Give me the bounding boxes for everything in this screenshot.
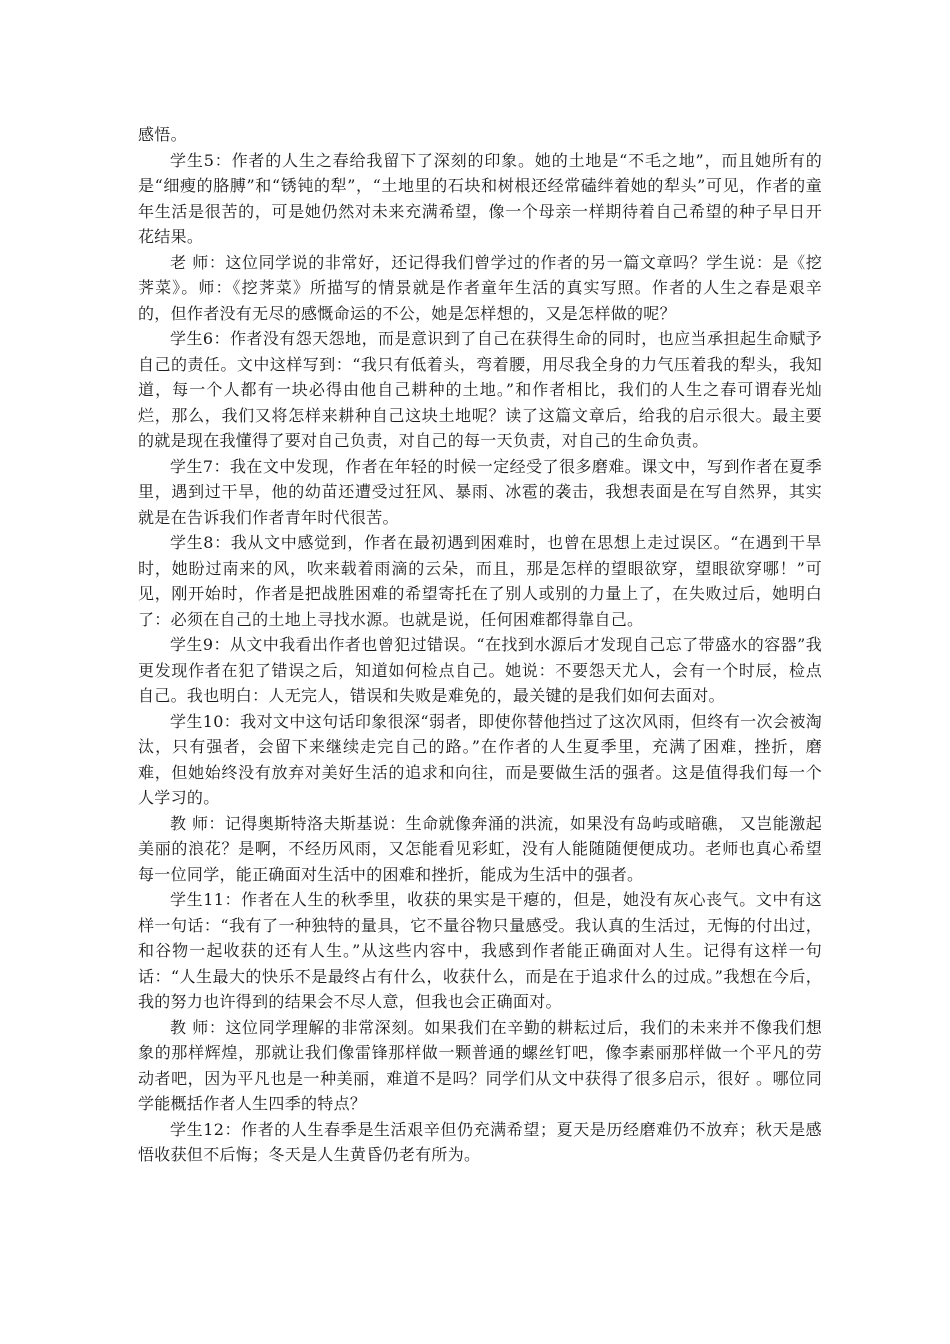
- paragraph-student-5: 学生5：作者的人生之春给我留下了深刻的印象。她的土地是“不毛之地”，而且她所有的是“细瘦的胳膊”和“锈钝的犁”，“土地里的石块和树根还经常磕绊着她的犁头”可见，作者的童年生活是很苦的，可是她仍然对未来充满希望，像一个母亲一样期待着自己希望的种子早日开花结果。: [138, 150, 822, 246]
- paragraph-student-7: 学生7：我在文中发现，作者在年轻的时候一定经受了很多磨难。课文中，写到作者在夏季里，遇到过干旱，他的幼苗还遭受过狂风、暴雨、冰雹的袭击，我想表面是在写自然界，其实就是在告诉我们作者青年时代很苦。: [138, 456, 822, 527]
- document-body: [138, 122, 822, 1168]
- paragraph-student-11: 学生11：作者在人生的秋季里，收获的果实是干瘪的，但是，她没有灰心丧气。文中有这样一句话：“我有了一种独特的量具，它不量谷物只量感受。我认真的生活过，无悔的付出过，和谷物一起收获的还有人生。”从这些内容中，我感到作者能正确面对人生。记得有这样一句话：“人生最大的快乐不是最终占有什么，收获什么，而是在于追求什么的过成。”我想在今后，我的努力也许得到的结果会不尽人意，但我也会正确面对。: [138, 890, 822, 1011]
- paragraph-student-9: 学生9：从文中我看出作者也曾犯过错误。“在找到水源后才发现自己忘了带盛水的容器”我更发现作者在犯了错误之后，知道如何检点自己。她说：不要怨天尤人，会有一个时辰，检点自己。我也明白：人无完人，错误和失败是难免的，最关键的是我们如何去面对。: [138, 635, 822, 705]
- paragraph-student-10: 学生10：我对文中这句话印象很深“弱者，即使你替他挡过了这次风雨，但终有一次会被淘汰，只有强者，会留下来继续走完自己的路。”在作者的人生夏季里，充满了困难，挫折，磨难，但她始终没有放弃对美好生活的追求和向往，而是要做生活的强者。这是值得我们每一个人学习的。: [138, 711, 822, 807]
- paragraph-student-6: 学生6：作者没有怨天怨地，而是意识到了自己在获得生命的同时，也应当承担起生命赋予自己的责任。文中这样写到：“我只有低着头，弯着腰，用尽我全身的力气压着我的犁头，我知道，每一个人都有一块必得由他自己耕种的土地。”和作者相比，我们的人生之春可谓春光灿烂，那么，我们又将怎样来耕种自己这块土地呢？读了这篇文章后，给我的启示很大。最主要的就是现在我懂得了要对自己负责，对自己的每一天负责，对自己的生命负责。: [138, 329, 822, 450]
- paragraph-teacher-3: 教 师：这位同学理解的非常深刻。如果我们在辛勤的耕耘过后，我们的未来并不像我们想象的那样辉煌，那就让我们像雷锋那样做一颗普通的螺丝钉吧，像李素丽那样做一个平凡的劳动者吧，因为平凡也是一种美丽，难道不是吗？同学们从文中获得了很多启示，很好 。哪位同学能概括作者人生四季的特点？: [138, 1017, 822, 1113]
- paragraph-teacher-2: 教 师：记得奥斯特洛夫斯基说：生命就像奔涌的洪流，如果没有岛屿或暗礁， 又岂能激起美丽的浪花？是啊，不经历风雨，又怎能看见彩虹，没有人能随随便便成功。老师也真心希望每一位同学，能正确面对生活中的困难和挫折，能成为生活中的强者。: [138, 813, 822, 884]
- paragraph-student-8: 学生8：我从文中感觉到，作者在最初遇到困难时，也曾在思想上走过误区。“在遇到干旱时，她盼过南来的风，吹来载着雨滴的云朵，而且，那是怎样的望眼欲穿，望眼欲穿哪！”可见，刚开始时，作者是把战胜困难的希望寄托在了别人或别的力量上了，在失败过后，她明白了：必须在自己的土地上寻找水源。也就是说，任何困难都得靠自己。: [138, 533, 822, 629]
- paragraph-teacher-1: 老 师：这位同学说的非常好，还记得我们曾学过的作者的另一篇文章吗？学生说：是《挖荠菜》。师：《挖荠菜》所描写的情景就是作者童年生活的真实写照。作者的人生之春是艰辛的，但作者没有无尽的感慨命运的不公，她是怎样想的，又是怎样做的呢？: [138, 252, 822, 323]
- paragraph-continuation: 感悟。: [138, 125, 187, 144]
- paragraph-student-12: 学生12：作者的人生春季是生活艰辛但仍充满希望；夏天是历经磨难仍不放弃；秋天是感悟收获但不后悔；冬天是人生黄昏仍老有所为。: [138, 1119, 822, 1164]
